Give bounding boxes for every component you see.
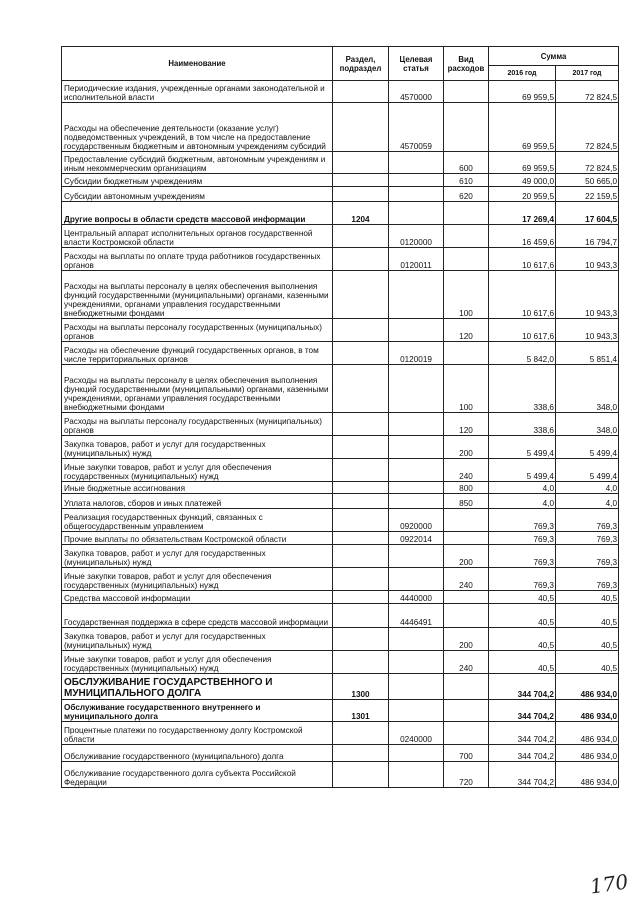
table-row [62, 342, 619, 365]
row-article [389, 762, 444, 788]
row-type: 600 [444, 152, 489, 174]
row-sum-2017: 486 934,0 [556, 722, 619, 745]
row-sum-2017: 5 499,4 [556, 436, 619, 459]
row-section [333, 225, 389, 248]
row-sum-2016: 40,5 [489, 628, 556, 651]
table-row [62, 700, 619, 722]
row-section [333, 152, 389, 174]
row-section [333, 436, 389, 459]
row-article [389, 545, 444, 568]
row-type [444, 532, 489, 545]
row-sum-2017: 769,3 [556, 509, 619, 532]
row-sum-2016: 40,5 [489, 604, 556, 628]
row-article: 4570000 [389, 81, 444, 103]
row-sum-2016: 344 704,2 [489, 700, 556, 722]
row-sum-2016: 20 959,5 [489, 187, 556, 202]
row-article: 0922014 [389, 532, 444, 545]
row-sum-2016: 10 617,6 [489, 248, 556, 271]
row-article [389, 700, 444, 722]
table-header [62, 47, 619, 81]
row-article [389, 494, 444, 509]
row-sum-2016: 769,3 [489, 532, 556, 545]
row-type: 200 [444, 628, 489, 651]
table-row [62, 413, 619, 436]
row-sum-2016: 10 617,6 [489, 319, 556, 342]
row-sum-2017: 486 934,0 [556, 674, 619, 700]
row-article: 0120011 [389, 248, 444, 271]
row-sum-2017: 10 943,3 [556, 248, 619, 271]
row-type [444, 225, 489, 248]
row-sum-2017: 22 159,5 [556, 187, 619, 202]
row-name: Расходы на выплаты персоналу в целях обеспечения выполнения функций государственными (муниципальными) органами, казенными учреждениями, органами управления государственными внебюджетными фондами [62, 271, 333, 319]
row-section [333, 591, 389, 604]
row-type: 610 [444, 174, 489, 187]
row-sum-2017: 72 824,5 [556, 103, 619, 152]
row-article [389, 187, 444, 202]
row-article [389, 271, 444, 319]
row-sum-2016: 10 617,6 [489, 271, 556, 319]
header-year-2016: 2016 год [489, 66, 556, 81]
row-name: Расходы на выплаты персоналу в целях обеспечения выполнения функций государственными (муниципальными) органами, казенными учреждениями, органами управления государственными внебюджетными фондами [62, 365, 333, 413]
row-sum-2016: 5 499,4 [489, 459, 556, 482]
row-sum-2016: 344 704,2 [489, 674, 556, 700]
row-section: 1300 [333, 674, 389, 700]
row-sum-2017: 72 824,5 [556, 81, 619, 103]
row-sum-2016: 338,6 [489, 413, 556, 436]
table-row [62, 745, 619, 762]
row-article [389, 174, 444, 187]
header-section: Раздел, подраздел [333, 47, 389, 81]
table-row [62, 482, 619, 494]
row-section [333, 271, 389, 319]
row-article: 4570059 [389, 103, 444, 152]
row-section [333, 413, 389, 436]
row-sum-2017: 4,0 [556, 494, 619, 509]
row-article [389, 319, 444, 342]
row-section [333, 342, 389, 365]
row-name: Иные закупки товаров, работ и услуг для обеспечения государственных (муниципальных) нужд [62, 459, 333, 482]
row-section [333, 187, 389, 202]
row-sum-2017: 486 934,0 [556, 762, 619, 788]
table-row [62, 651, 619, 674]
row-type [444, 81, 489, 103]
row-sum-2016: 4,0 [489, 494, 556, 509]
row-sum-2016: 344 704,2 [489, 745, 556, 762]
row-section [333, 722, 389, 745]
row-sum-2016: 40,5 [489, 651, 556, 674]
row-sum-2016: 5 499,4 [489, 436, 556, 459]
row-name: Государственная поддержка в сфере средств массовой информации [62, 604, 333, 628]
row-article: 4440000 [389, 591, 444, 604]
row-name: Расходы на выплаты по оплате труда работников государственных органов [62, 248, 333, 271]
table-row [62, 202, 619, 225]
row-sum-2016: 69 959,5 [489, 103, 556, 152]
row-type [444, 342, 489, 365]
row-article: 4446491 [389, 604, 444, 628]
row-name: Обслуживание государственного долга субъекта Российской Федерации [62, 762, 333, 788]
row-type: 720 [444, 762, 489, 788]
row-section [333, 482, 389, 494]
row-section [333, 532, 389, 545]
row-sum-2017: 40,5 [556, 628, 619, 651]
row-name: Субсидии автономным учреждениям [62, 187, 333, 202]
row-type [444, 674, 489, 700]
row-sum-2016: 344 704,2 [489, 762, 556, 788]
row-article [389, 651, 444, 674]
row-name: Закупка товаров, работ и услуг для государственных (муниципальных) нужд [62, 545, 333, 568]
row-section [333, 365, 389, 413]
row-sum-2017: 769,3 [556, 532, 619, 545]
table-row [62, 509, 619, 532]
table-row [62, 459, 619, 482]
row-section [333, 174, 389, 187]
row-type [444, 604, 489, 628]
row-type: 200 [444, 436, 489, 459]
row-section [333, 568, 389, 591]
row-section [333, 745, 389, 762]
budget-table [61, 46, 619, 788]
row-article [389, 628, 444, 651]
row-section [333, 545, 389, 568]
row-type: 240 [444, 651, 489, 674]
row-type [444, 509, 489, 532]
row-sum-2017: 769,3 [556, 545, 619, 568]
table-row [62, 628, 619, 651]
row-sum-2017: 40,5 [556, 604, 619, 628]
header-year-2017: 2017 год [556, 66, 619, 81]
table-row [62, 532, 619, 545]
row-type: 700 [444, 745, 489, 762]
row-type [444, 202, 489, 225]
page-number: 170 [588, 869, 630, 899]
row-article [389, 482, 444, 494]
row-sum-2016: 16 459,6 [489, 225, 556, 248]
row-name: Прочие выплаты по обязательствам Костромской области [62, 532, 333, 545]
row-name: Иные закупки товаров, работ и услуг для обеспечения государственных (муниципальных) нужд [62, 651, 333, 674]
row-sum-2017: 4,0 [556, 482, 619, 494]
row-name: Процентные платежи по государственному долгу Костромской области [62, 722, 333, 745]
row-name: Закупка товаров, работ и услуг для государственных (муниципальных) нужд [62, 628, 333, 651]
row-sum-2017: 5 499,4 [556, 459, 619, 482]
row-name: Другие вопросы в области средств массовой информации [62, 202, 333, 225]
row-type [444, 248, 489, 271]
row-sum-2017: 769,3 [556, 568, 619, 591]
row-sum-2016: 769,3 [489, 568, 556, 591]
row-name: Обслуживание государственного внутреннего и муниципального долга [62, 700, 333, 722]
header-name: Наименование [62, 47, 333, 81]
row-sum-2017: 40,5 [556, 651, 619, 674]
row-section [333, 494, 389, 509]
table-row [62, 436, 619, 459]
row-name: Иные закупки товаров, работ и услуг для обеспечения государственных (муниципальных) нужд [62, 568, 333, 591]
row-article: 0920000 [389, 509, 444, 532]
row-article: 0120019 [389, 342, 444, 365]
table-row [62, 248, 619, 271]
row-name: Иные бюджетные ассигнования [62, 482, 333, 494]
row-sum-2016: 4,0 [489, 482, 556, 494]
table-row [62, 81, 619, 103]
row-article: 0240000 [389, 722, 444, 745]
row-name: Центральный аппарат исполнительных органов государственной власти Костромской области [62, 225, 333, 248]
row-article [389, 436, 444, 459]
row-sum-2016: 69 959,5 [489, 152, 556, 174]
table-row [62, 103, 619, 152]
row-type: 120 [444, 319, 489, 342]
row-name: Расходы на обеспечение деятельности (оказание услуг) подведомственных учреждений, в том числе на предоставление государственным бюджетным и автономным учреждениям субсидий [62, 103, 333, 152]
row-type: 240 [444, 568, 489, 591]
table-row [62, 365, 619, 413]
row-name: Закупка товаров, работ и услуг для государственных (муниципальных) нужд [62, 436, 333, 459]
row-name: Средства массовой информации [62, 591, 333, 604]
row-sum-2017: 486 934,0 [556, 745, 619, 762]
header-sum: Сумма [489, 47, 619, 66]
table-row [62, 494, 619, 509]
table-row [62, 174, 619, 187]
row-sum-2017: 40,5 [556, 591, 619, 604]
row-sum-2017: 348,0 [556, 365, 619, 413]
row-type [444, 591, 489, 604]
row-article [389, 413, 444, 436]
row-article [389, 674, 444, 700]
row-name: Уплата налогов, сборов и иных платежей [62, 494, 333, 509]
row-sum-2017: 10 943,3 [556, 271, 619, 319]
row-sum-2017: 486 934,0 [556, 700, 619, 722]
row-sum-2016: 769,3 [489, 509, 556, 532]
row-section [333, 248, 389, 271]
row-type: 120 [444, 413, 489, 436]
row-section [333, 651, 389, 674]
row-name: Расходы на выплаты персоналу государственных (муниципальных) органов [62, 413, 333, 436]
row-section [333, 628, 389, 651]
table-row [62, 319, 619, 342]
row-type: 850 [444, 494, 489, 509]
row-name: Расходы на выплаты персоналу государственных (муниципальных) органов [62, 319, 333, 342]
row-article: 0120000 [389, 225, 444, 248]
row-article [389, 365, 444, 413]
row-article [389, 459, 444, 482]
table-row [62, 568, 619, 591]
row-name: Периодические издания, учрежденные органами законодательной и исполнительной власти [62, 81, 333, 103]
table-row [62, 762, 619, 788]
row-type: 100 [444, 271, 489, 319]
row-section: 1301 [333, 700, 389, 722]
row-section [333, 604, 389, 628]
table-row [62, 674, 619, 700]
row-type [444, 700, 489, 722]
row-type [444, 722, 489, 745]
row-type: 800 [444, 482, 489, 494]
header-type: Вид расходов [444, 47, 489, 81]
table-row [62, 591, 619, 604]
row-article [389, 202, 444, 225]
row-section [333, 319, 389, 342]
table-row [62, 604, 619, 628]
row-sum-2016: 69 959,5 [489, 81, 556, 103]
row-name: Расходы на обеспечение функций государственных органов, в том числе территориальных органов [62, 342, 333, 365]
row-sum-2016: 17 269,4 [489, 202, 556, 225]
row-sum-2017: 348,0 [556, 413, 619, 436]
row-sum-2017: 50 665,0 [556, 174, 619, 187]
row-type: 100 [444, 365, 489, 413]
row-sum-2017: 16 794,7 [556, 225, 619, 248]
row-sum-2017: 17 604,5 [556, 202, 619, 225]
table-row [62, 225, 619, 248]
header-article: Целевая статья [389, 47, 444, 81]
row-article [389, 745, 444, 762]
row-sum-2017: 10 943,3 [556, 319, 619, 342]
table-row [62, 187, 619, 202]
row-section [333, 459, 389, 482]
row-sum-2016: 49 000,0 [489, 174, 556, 187]
row-sum-2016: 769,3 [489, 545, 556, 568]
row-type: 200 [444, 545, 489, 568]
row-name: Обслуживание государственного (муниципального) долга [62, 745, 333, 762]
row-section: 1204 [333, 202, 389, 225]
row-article [389, 152, 444, 174]
row-name: ОБСЛУЖИВАНИЕ ГОСУДАРСТВЕННОГО И МУНИЦИПАЛЬНОГО ДОЛГА [62, 674, 333, 700]
row-sum-2016: 40,5 [489, 591, 556, 604]
table-row [62, 271, 619, 319]
row-type [444, 103, 489, 152]
row-sum-2016: 5 842,0 [489, 342, 556, 365]
row-section [333, 81, 389, 103]
row-name: Реализация государственных функций, связанных с общегосударственным управлением [62, 509, 333, 532]
row-name: Предоставление субсидий бюджетным, автономным учреждениям и иным некоммерческим организациям [62, 152, 333, 174]
row-name: Субсидии бюджетным учреждениям [62, 174, 333, 187]
table-row [62, 152, 619, 174]
row-section [333, 762, 389, 788]
row-sum-2017: 72 824,5 [556, 152, 619, 174]
row-sum-2016: 338,6 [489, 365, 556, 413]
row-section [333, 103, 389, 152]
table-body [62, 81, 619, 788]
row-sum-2017: 5 851,4 [556, 342, 619, 365]
row-type: 240 [444, 459, 489, 482]
table-row [62, 545, 619, 568]
row-section [333, 509, 389, 532]
row-sum-2016: 344 704,2 [489, 722, 556, 745]
table-row [62, 722, 619, 745]
row-type: 620 [444, 187, 489, 202]
row-article [389, 568, 444, 591]
